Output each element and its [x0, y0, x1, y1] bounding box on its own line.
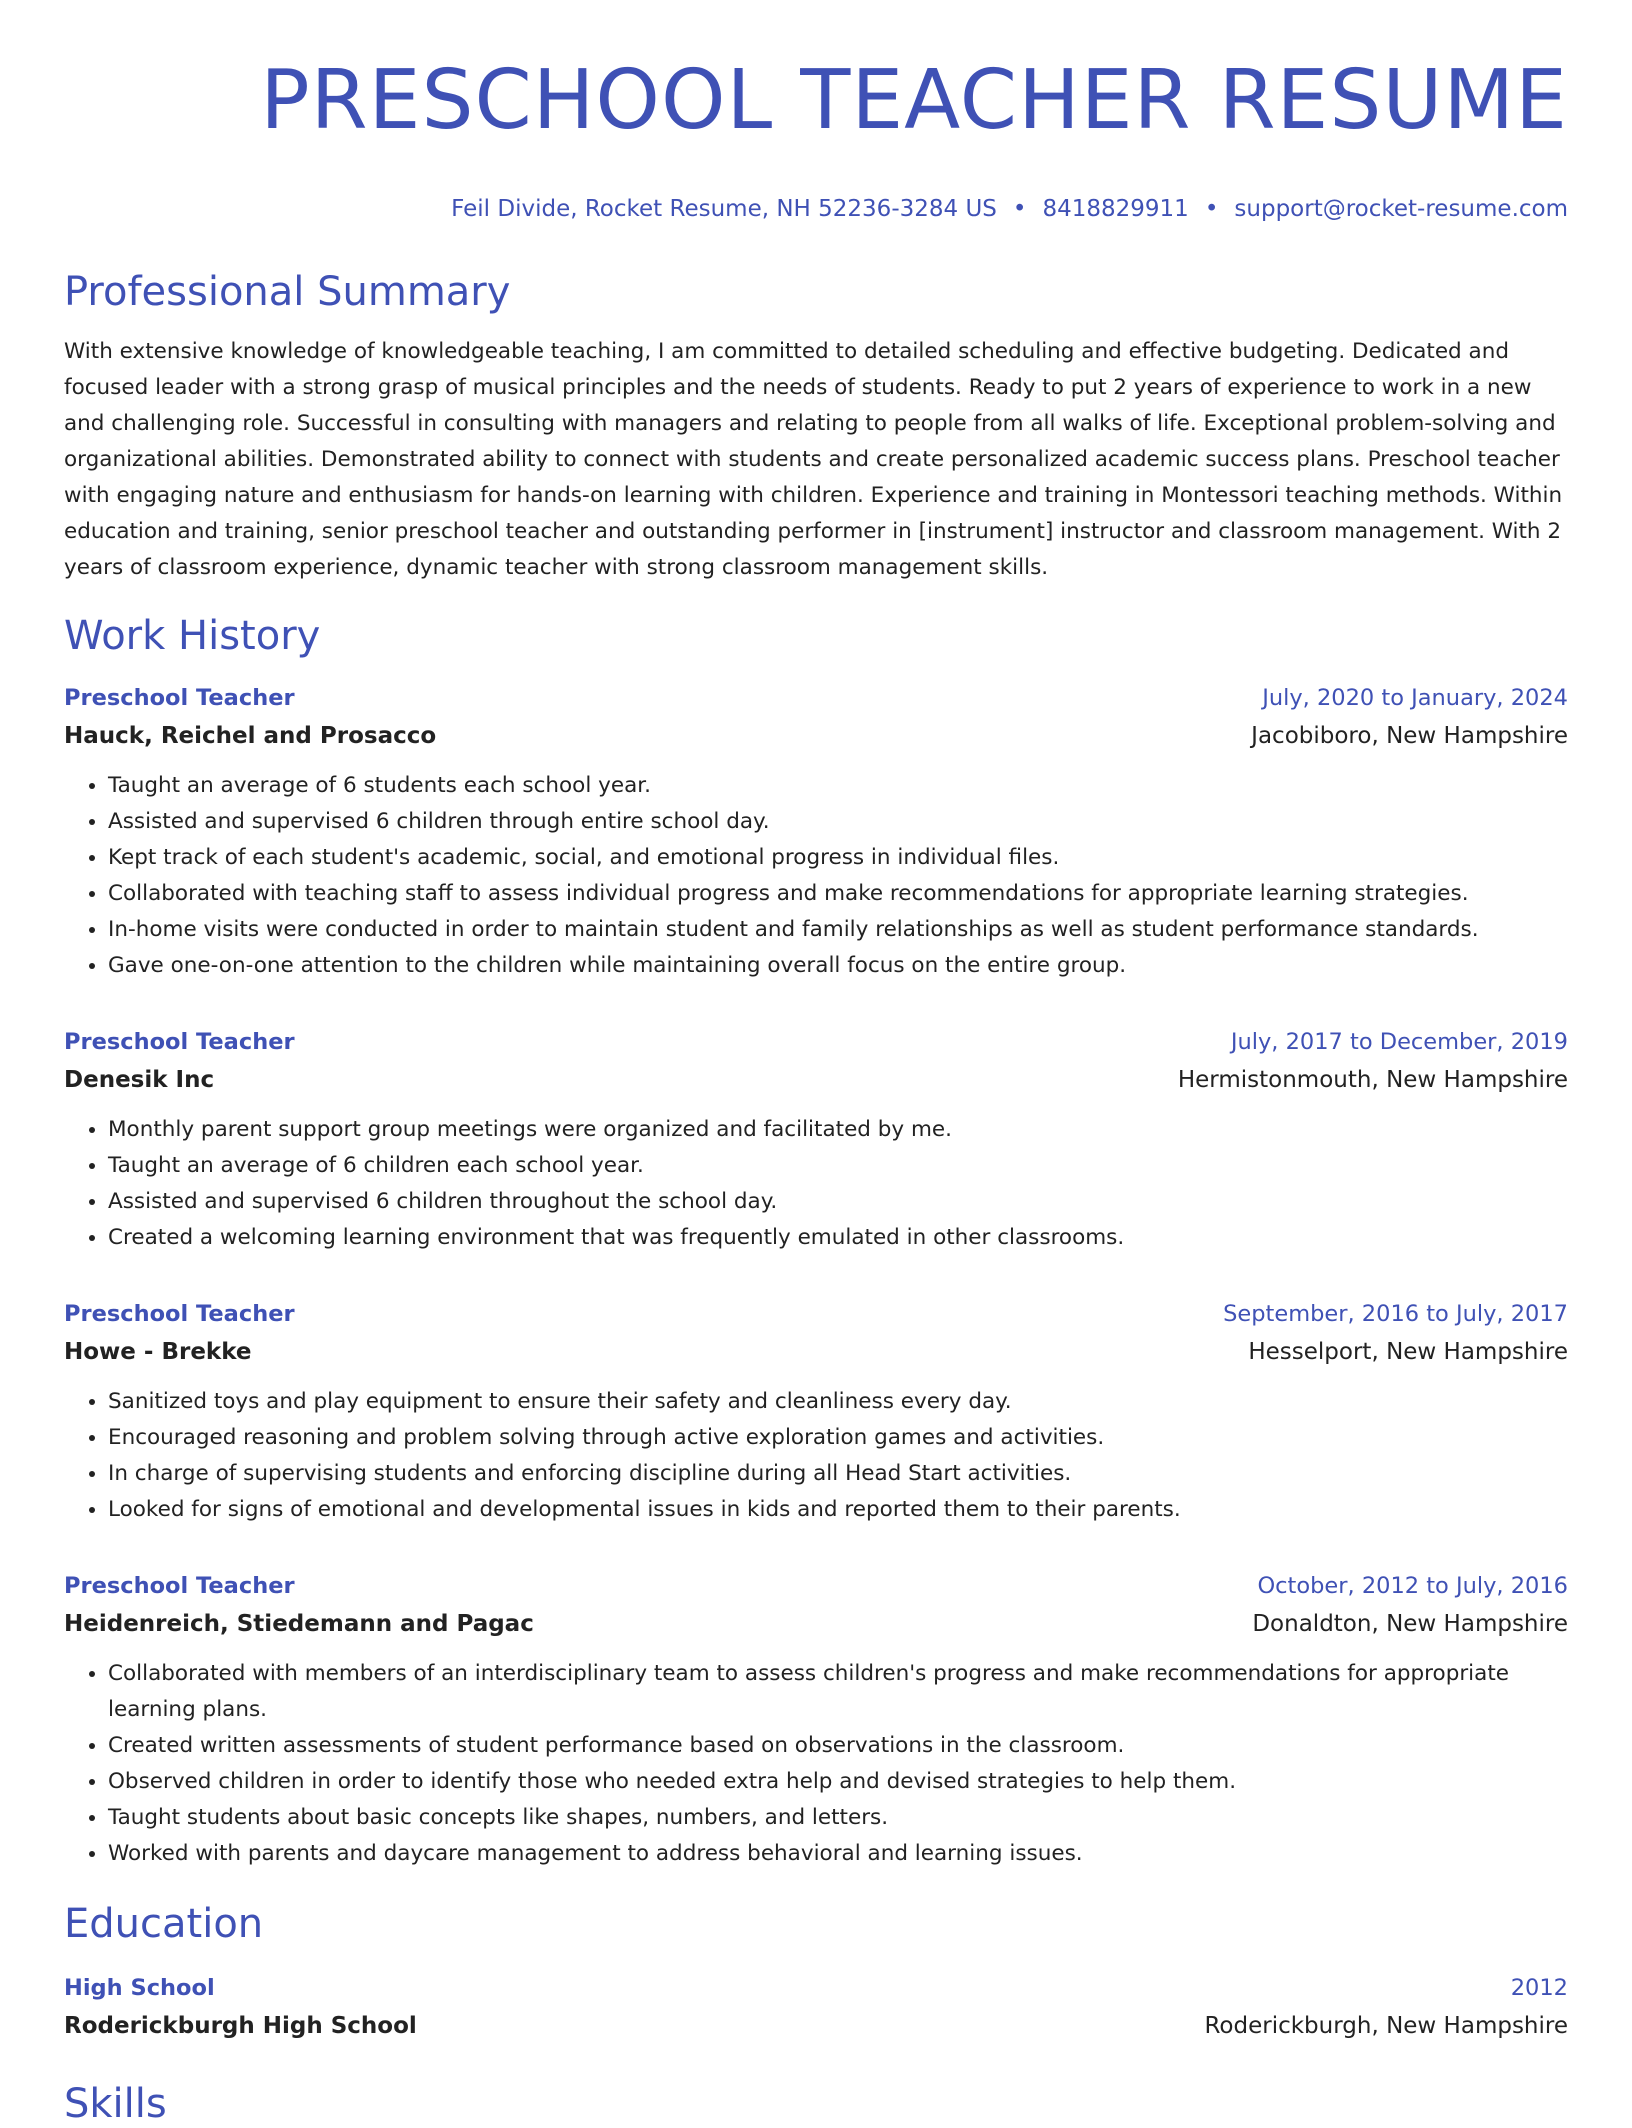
job-bullet: • Monthly parent support group meetings were organized and facilitated by me.: [108, 1112, 1568, 1148]
job-company-row: [64, 1332, 1568, 1372]
education-school-row: [64, 2006, 1568, 2046]
job-location: Jacobiboro, New Hampshire: [1251, 723, 1568, 749]
summary-heading: Professional Summary: [64, 269, 511, 315]
job-bullets: [64, 1656, 1568, 1872]
job-role: Preschool Teacher: [64, 1029, 295, 1055]
job-role: Preschool Teacher: [64, 685, 295, 711]
job-bullet: • In charge of supervising students and enforcing discipline during all Head Start activities.: [108, 1456, 1568, 1492]
contact-phone: 8418829911: [1042, 196, 1189, 222]
job-bullet: • Taught an average of 6 children each school year.: [108, 1148, 1568, 1184]
job-company: Hauck, Reichel and Prosacco: [64, 723, 437, 749]
job-bullet: • In-home visits were conducted in order to maintain student and family relationships as well as student performance standards.: [108, 912, 1568, 948]
job-bullet: • Encouraged reasoning and problem solving through active exploration games and activities.: [108, 1420, 1568, 1456]
job-bullet: • Assisted and supervised 6 children throughout the school day.: [108, 1184, 1568, 1220]
contact-separator: •: [1204, 196, 1219, 222]
contact-separator: •: [1012, 196, 1027, 222]
job-bullet: • Looked for signs of emotional and developmental issues in kids and reported them to their parents.: [108, 1492, 1568, 1528]
job-entry: [64, 1024, 1568, 1256]
job-bullets: [64, 1112, 1568, 1256]
job-dates: July, 2020 to January, 2024: [1262, 685, 1568, 711]
contact-address: Feil Divide, Rocket Resume, NH 52236-3284 US: [451, 196, 997, 222]
contact-email: support@rocket-resume.com: [1234, 196, 1568, 222]
job-bullet: • Gave one-on-one attention to the children while maintaining overall focus on the entire group.: [108, 948, 1568, 984]
job-company: Denesik Inc: [64, 1067, 215, 1093]
job-header-row: [64, 680, 1568, 716]
resume-page: [64, 0, 1568, 2128]
job-dates: September, 2016 to July, 2017: [1223, 1301, 1568, 1327]
job-entry: [64, 680, 1568, 984]
job-bullet: • Assisted and supervised 6 children through entire school day.: [108, 804, 1568, 840]
job-dates: July, 2017 to December, 2019: [1230, 1029, 1568, 1055]
job-bullet: • Kept track of each student's academic, social, and emotional progress in individual files.: [108, 840, 1568, 876]
education-entry: [64, 1970, 1568, 2046]
job-company: Heidenreich, Stiedemann and Pagac: [64, 1611, 534, 1637]
job-company-row: [64, 1604, 1568, 1644]
job-header-row: [64, 1024, 1568, 1060]
job-header-row: [64, 1568, 1568, 1604]
resume-title: PRESCHOOL TEACHER RESUME: [260, 53, 1568, 148]
job-bullet: • Worked with parents and daycare management to address behavioral and learning issues.: [108, 1836, 1568, 1872]
job-bullet: • Created a welcoming learning environment that was frequently emulated in other classrooms.: [108, 1220, 1568, 1256]
job-bullet: • Collaborated with teaching staff to assess individual progress and make recommendations for appropriate learning strategies.: [108, 876, 1568, 912]
job-bullet: • Taught students about basic concepts like shapes, numbers, and letters.: [108, 1800, 1568, 1836]
job-dates: October, 2012 to July, 2016: [1257, 1573, 1568, 1599]
job-bullet: • Taught an average of 6 students each school year.: [108, 768, 1568, 804]
job-bullets: [64, 768, 1568, 984]
job-company-row: [64, 716, 1568, 756]
job-location: Hermistonmouth, New Hampshire: [1177, 1067, 1568, 1093]
education-school: Roderickburgh High School: [64, 2013, 417, 2039]
job-bullets: [64, 1384, 1568, 1528]
summary-text: With extensive knowledge of knowledgeable teaching, I am committed to detailed scheduling and effective budgeting. Dedicated and focused leader with a strong grasp of musical principles and the needs of students. Ready to put 2 years of experience to work in a new and challenging role. Successful in consulting with managers and relating to people from all walks of life. Exceptional problem-solving and organizational abilities. Demonstrated ability to connect with students and create personalized academic success plans. Preschool teacher with engaging nature and enthusiasm for hands-on learning with children. Experience and training in Montessori teaching methods. Within education and training, senior preschool teacher and outstanding performer in [instrument] instructor and classroom management. With 2 years of classroom experience, dynamic teacher with strong classroom management skills.: [64, 339, 1563, 580]
job-company-row: [64, 1060, 1568, 1100]
job-location: Hesselport, New Hampshire: [1248, 1339, 1568, 1365]
education-year: 2012: [1510, 1975, 1568, 2001]
job-entry: [64, 1568, 1568, 1872]
skills-heading: Skills: [64, 2081, 167, 2127]
job-bullet: • Collaborated with members of an interdisciplinary team to assess children's progress and make recommendations for appropriate learning plans.: [108, 1656, 1568, 1728]
contact-line: [64, 194, 1568, 224]
job-role: Preschool Teacher: [64, 1301, 295, 1327]
job-header-row: [64, 1296, 1568, 1332]
job-company: Howe - Brekke: [64, 1339, 252, 1365]
education-degree: High School: [64, 1975, 215, 2001]
job-bullet: • Created written assessments of student performance based on observations in the classroom.: [108, 1728, 1568, 1764]
work-history-heading: Work History: [64, 613, 321, 659]
job-entry: [64, 1296, 1568, 1528]
job-role: Preschool Teacher: [64, 1573, 295, 1599]
job-bullet: • Observed children in order to identify those who needed extra help and devised strategies to help them.: [108, 1764, 1568, 1800]
job-bullet: • Sanitized toys and play equipment to ensure their safety and cleanliness every day.: [108, 1384, 1568, 1420]
education-header-row: [64, 1970, 1568, 2006]
education-heading: Education: [64, 1901, 264, 1947]
job-location: Donaldton, New Hampshire: [1252, 1611, 1568, 1637]
education-location: Roderickburgh, New Hampshire: [1204, 2013, 1568, 2039]
